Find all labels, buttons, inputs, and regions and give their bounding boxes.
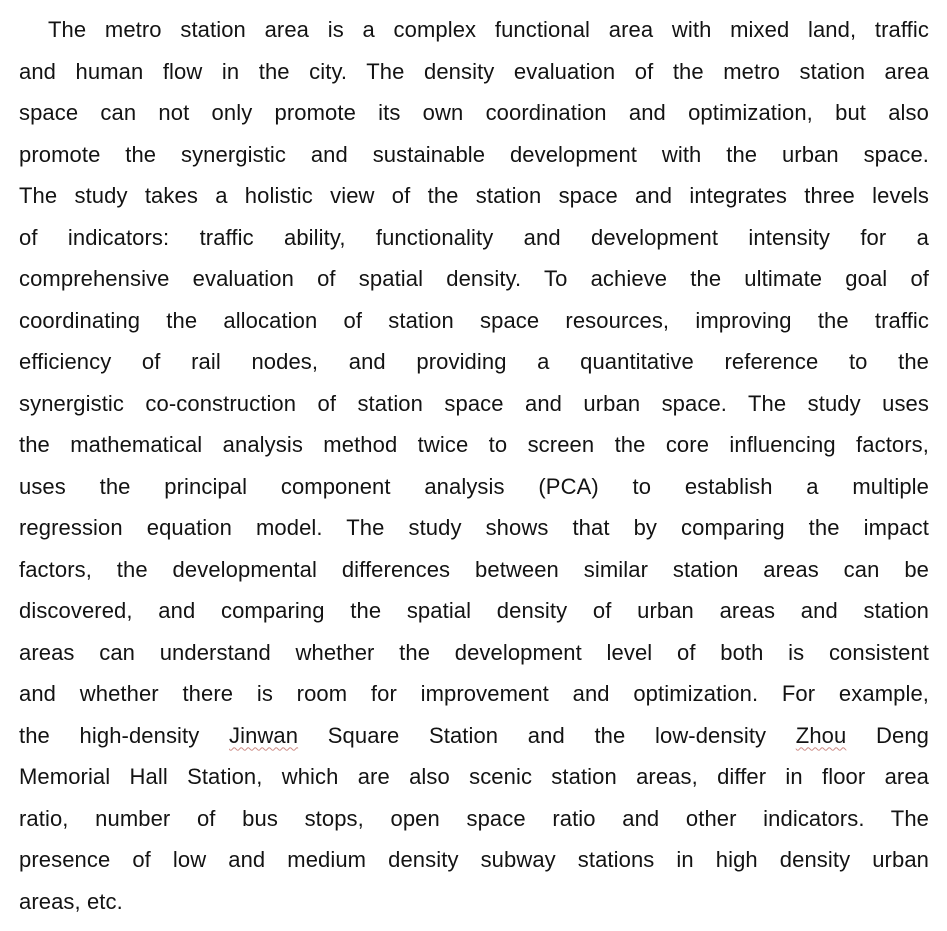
- text-line: presence of low and medium density subway stations in high density urban: [19, 847, 929, 872]
- text-line: synergistic co-construction of station space and urban space. The study uses: [19, 390, 929, 416]
- text-line: the mathematical analysis method twice to screen the core influencing factors,: [19, 432, 929, 457]
- text-line: of indicators: traffic ability, functionality and development intensity for a: [19, 224, 929, 250]
- misspelled-word[interactable]: Zhou: [795, 722, 847, 748]
- text-line: The metro station area is a complex functional area with mixed land, traffic: [48, 17, 929, 42]
- text-line: and whether there is room for improvement and optimization. For example,: [19, 681, 929, 706]
- misspelled-word[interactable]: Jinwan: [229, 722, 299, 748]
- text-line: the high-density Jinwan Square Station and the low-density Zhou Deng: [19, 722, 929, 748]
- text-line: regression equation model. The study shows that by comparing the impact: [19, 515, 929, 540]
- abstract-paragraph[interactable]: [19, 9, 929, 922]
- text-line: promote the synergistic and sustainable development with the urban space.: [19, 141, 929, 167]
- text-line: The study takes a holistic view of the station space and integrates three levels: [19, 183, 929, 208]
- text-line: coordinating the allocation of station space resources, improving the traffic: [19, 307, 929, 333]
- text-line: areas, etc.: [19, 888, 123, 914]
- text-line: areas can understand whether the development level of both is consistent: [19, 639, 929, 665]
- text-line: discovered, and comparing the spatial density of urban areas and station: [19, 598, 929, 623]
- text-line: efficiency of rail nodes, and providing a quantitative reference to the: [19, 349, 929, 374]
- text-line: Memorial Hall Station, which are also scenic station areas, differ in floor area: [19, 764, 929, 789]
- text-line: space can not only promote its own coordination and optimization, but also: [19, 100, 929, 125]
- text-line: comprehensive evaluation of spatial density. To achieve the ultimate goal of: [19, 266, 929, 291]
- text-line: factors, the developmental differences between similar station areas can be: [19, 556, 929, 582]
- text-line: ratio, number of bus stops, open space ratio and other indicators. The: [19, 805, 929, 831]
- text-line: uses the principal component analysis (PCA) to establish a multiple: [19, 473, 929, 499]
- text-line: and human flow in the city. The density evaluation of the metro station area: [19, 58, 929, 84]
